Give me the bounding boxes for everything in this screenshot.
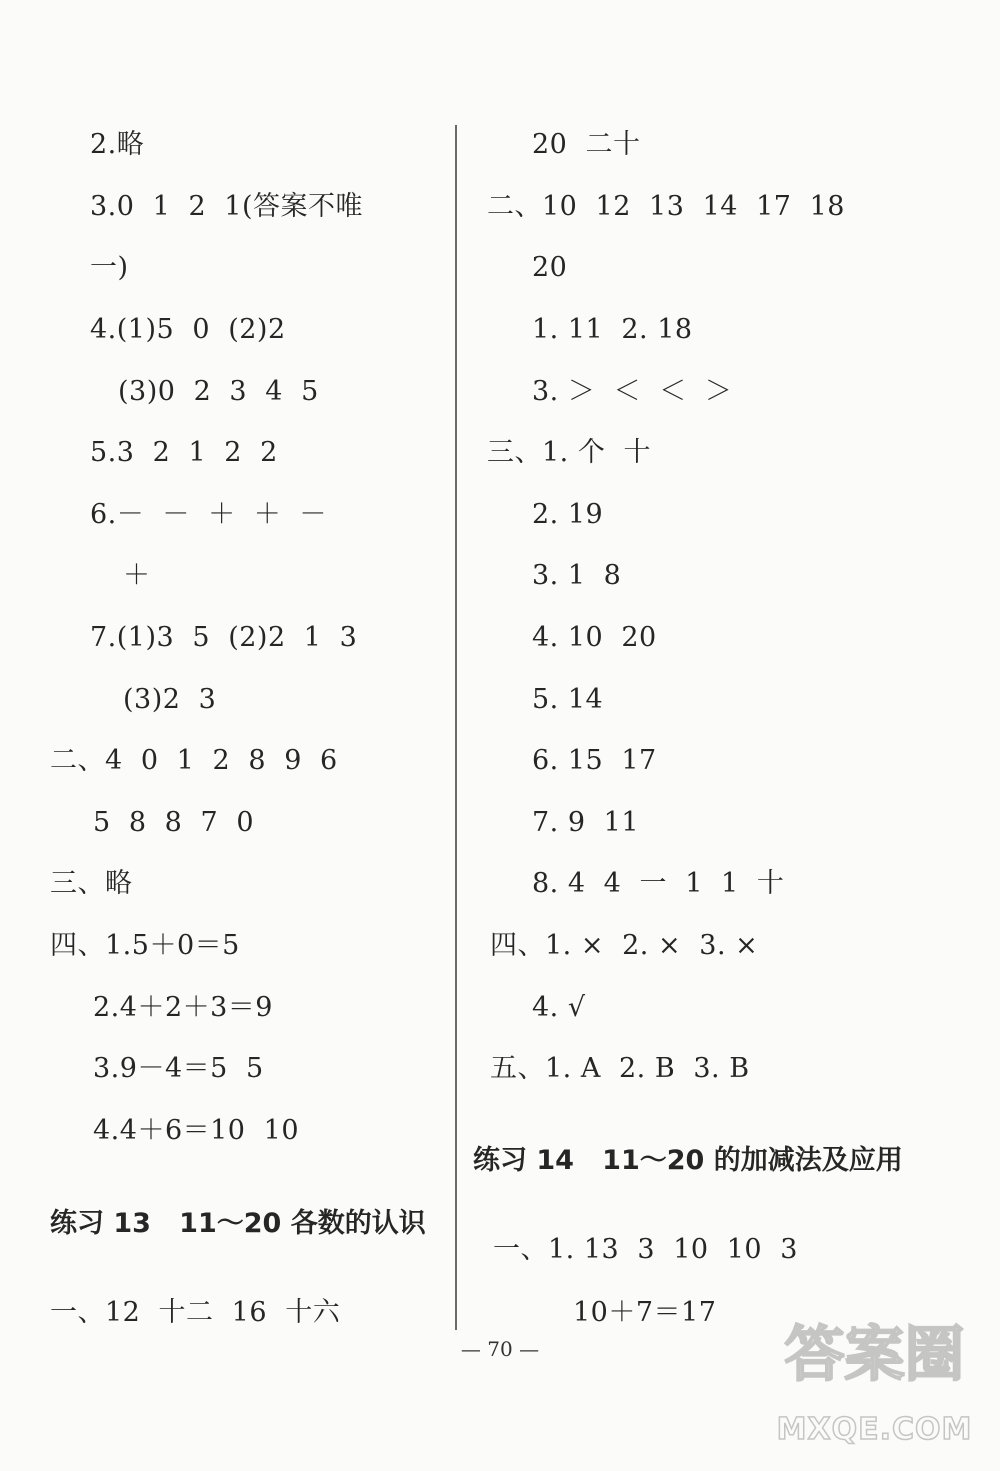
answer-line: 4.4＋6＝10 10 <box>93 1115 299 1146</box>
answer-line: 一、1. 13 3 10 10 3 <box>493 1234 798 1265</box>
answer-line: 2.略 <box>90 129 145 160</box>
answer-line: 2. 19 <box>532 499 604 530</box>
answer-line: 4. √ <box>532 992 586 1023</box>
answer-line: 4.(1)5 0 (2)2 <box>90 314 286 345</box>
answer-line: 四、1.5＋0＝5 <box>50 930 240 961</box>
answer-line: 一) <box>90 252 129 283</box>
section-heading: 练习 14 11～20 的加减法及应用 <box>473 1145 903 1176</box>
column-divider <box>455 125 457 1330</box>
answer-line: 二、10 12 13 14 17 18 <box>487 191 845 222</box>
answer-line: 5. 14 <box>532 684 604 715</box>
answer-line: 4. 10 20 <box>532 622 657 653</box>
watermark-logo <box>767 1315 982 1465</box>
answer-line: 2.4＋2＋3＝9 <box>93 992 273 1023</box>
section-heading: 练习 13 11～20 各数的认识 <box>50 1208 426 1239</box>
page-number: — 70 — <box>460 1337 540 1361</box>
answer-line: 1. 11 2. 18 <box>532 314 693 345</box>
answer-line: 3. 1 8 <box>532 560 622 591</box>
answer-line: 3.0 1 2 1(答案不唯 <box>90 191 364 222</box>
answer-line: 5 8 8 7 0 <box>93 807 255 838</box>
answer-line: 6. 15 17 <box>532 745 657 776</box>
answer-line: 三、1. 个 十 <box>487 437 652 468</box>
answer-line: (3)0 2 3 4 5 <box>118 376 319 407</box>
answer-line: 6.－ － ＋ ＋ － <box>90 499 327 530</box>
watermark-url: MXQE.COM <box>776 1412 973 1447</box>
answer-line: 7.(1)3 5 (2)2 1 3 <box>90 622 358 653</box>
watermark-title: 答案圈 <box>784 1320 965 1390</box>
answer-line: 五、1. A 2. B 3. B <box>490 1053 750 1084</box>
answer-line: ＋ <box>123 560 151 591</box>
answer-line: 三、略 <box>50 868 133 899</box>
answer-line: 3. ＞ ＜ ＜ ＞ <box>532 376 733 407</box>
answer-line: 3.9－4＝5 5 <box>93 1053 264 1084</box>
answer-line: 7. 9 11 <box>532 807 640 838</box>
answer-line: 20 <box>532 252 568 283</box>
answer-line: 二、4 0 1 2 8 9 6 <box>50 745 338 776</box>
answer-line: 10＋7＝17 <box>573 1297 717 1328</box>
answer-line: (3)2 3 <box>123 684 217 715</box>
answer-line: 四、1. × 2. × 3. × <box>490 930 759 961</box>
answer-line: 一、12 十二 16 十六 <box>50 1297 341 1328</box>
answer-line: 5.3 2 1 2 2 <box>90 437 278 468</box>
answer-line: 20 二十 <box>532 129 641 160</box>
answer-line: 8. 4 4 一 1 1 十 <box>532 868 785 899</box>
